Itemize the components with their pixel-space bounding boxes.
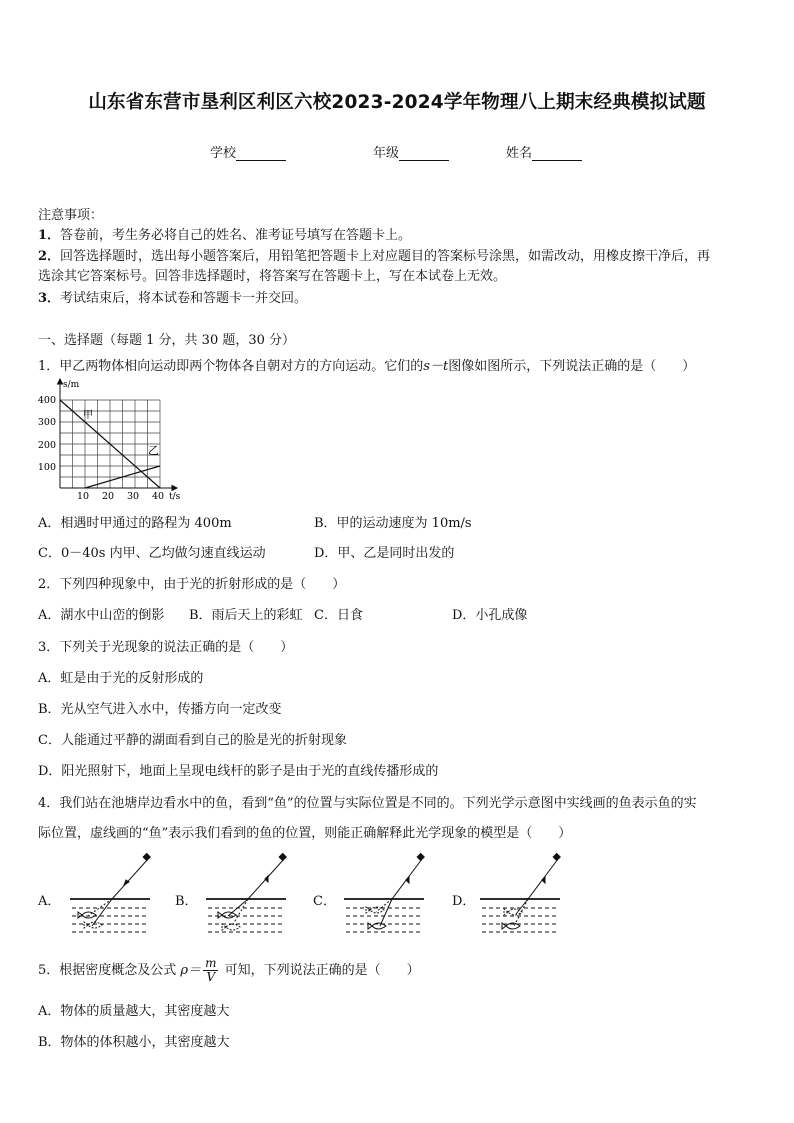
q4-stem-line1: 4．我们站在池塘岸边看水中的鱼，看到“鱼”的位置与实际位置是不同的。下列光学示意图中实线画的鱼表示鱼的实 xyxy=(38,796,697,811)
notice-item-3-text: 考试结束后，将本试卷和答题卡一并交回。 xyxy=(60,291,308,306)
page-title: 山东省东营市垦利区利区六校2023-2024学年物理八上期末经典模拟试题 xyxy=(88,92,706,113)
y-tick-label-400: 400 xyxy=(37,395,56,406)
notice-item-1-text: 答卷前，考生务必将自己的姓名、准考证号填写在答题卡上。 xyxy=(60,228,412,243)
q4-option-a[interactable]: A． xyxy=(38,894,61,909)
fish-diagram-b[interactable] xyxy=(202,852,288,942)
q5-stem-b: 可知，下列说法正确的是（ ） xyxy=(224,963,420,978)
x-tick-label-40: 40 xyxy=(151,491,165,502)
x-axis-label: t/s xyxy=(169,492,181,502)
q3-option-c[interactable]: C．人能通过平静的湖面看到自己的脸是光的折射现象 xyxy=(38,733,347,748)
grade-field[interactable] xyxy=(373,142,449,161)
q2-option-c[interactable]: C．日食 xyxy=(314,608,363,623)
q4-option-b[interactable]: B． xyxy=(175,894,198,909)
density-fraction xyxy=(203,957,218,984)
q5-stem-a: 5．根据密度概念及公式 xyxy=(38,963,177,978)
notice-item-2-cont: 选涂其它答案标号。回答非选择题时，将答案写在答题卡上，写在本试卷上无效。 xyxy=(38,269,507,284)
fish-diagram-a[interactable] xyxy=(66,852,152,942)
grade-blank[interactable] xyxy=(399,147,449,161)
x-axis-arrow xyxy=(172,486,177,491)
notice-item-3 xyxy=(38,287,307,306)
q2-option-b[interactable]: B．雨后天上的彩虹 xyxy=(189,608,303,623)
school-label: 学校 xyxy=(210,146,237,161)
fish-diagram-c[interactable] xyxy=(340,852,426,942)
notice-item-1 xyxy=(38,224,411,243)
q4-option-d[interactable]: D． xyxy=(452,894,476,909)
q2-option-d[interactable]: D．小孔成像 xyxy=(452,608,528,623)
y-tick-label-300: 300 xyxy=(37,417,56,428)
school-field[interactable] xyxy=(210,142,286,161)
fraction-numerator: m xyxy=(205,956,217,970)
st-graph xyxy=(36,378,186,504)
q1-stem xyxy=(38,355,695,374)
section-heading: 一、选择题（每题 1 分，共 30 题，30 分） xyxy=(38,333,296,348)
q4-option-c[interactable]: C． xyxy=(313,894,336,909)
notice-item-1-num: 1． xyxy=(38,228,61,243)
q3-option-d[interactable]: D．阳光照射下，地面上呈现电线杆的影子是由于光的直线传播形成的 xyxy=(38,764,439,779)
q5-option-a[interactable]: A．物体的质量越大，其密度越大 xyxy=(38,1004,230,1019)
x-tick-label-20: 20 xyxy=(101,491,115,502)
q1-option-a[interactable]: A．相遇时甲通过的路程为 400m xyxy=(38,516,232,531)
q1-option-d[interactable]: D．甲、乙是同时出发的 xyxy=(314,546,455,561)
q4-stem-line2: 际位置，虚线画的“鱼”表示我们看到的鱼的位置，则能正确解释此光学现象的模型是（ ） xyxy=(38,826,572,841)
q5-stem xyxy=(38,955,420,987)
y-axis-arrow xyxy=(58,379,63,384)
notice-item-3-num: 3． xyxy=(38,291,61,306)
x-tick-label-30: 30 xyxy=(126,491,140,502)
y-tick-label-100: 100 xyxy=(37,462,56,473)
q1-option-b[interactable]: B．甲的运动速度为 10m/s xyxy=(314,516,472,531)
q2-option-a[interactable]: A．湖水中山峦的倒影 xyxy=(38,608,165,623)
notice-item-2-text: 回答选择题时，选出每小题答案后，用铅笔把答题卡上对应题目的答案标号涂黑，如需改动，用橡皮擦干净后，再 xyxy=(60,249,711,264)
density-formula-rho: ρ＝ xyxy=(180,963,202,978)
fish-diagram-d[interactable] xyxy=(476,852,562,942)
q5-option-b[interactable]: B．物体的体积越小，其密度越大 xyxy=(38,1035,230,1050)
q2-stem: 2．下列四种现象中，由于光的折射形成的是（ ） xyxy=(38,577,346,592)
series-label-yi: 乙 xyxy=(148,444,159,457)
graph-axes xyxy=(58,379,178,491)
q1-option-c[interactable]: C．0－40s 内甲、乙均做匀速直线运动 xyxy=(38,546,266,561)
name-label: 姓名 xyxy=(506,146,533,161)
notice-item-2 xyxy=(38,245,710,264)
q1-stem-var: s－t xyxy=(423,359,449,374)
school-blank[interactable] xyxy=(236,147,286,161)
q3-stem: 3．下列关于光现象的说法正确的是（ ） xyxy=(38,640,294,655)
q1-stem-a: 1．甲乙两物体相向运动即两个物体各自朝对方的方向运动。它们的 xyxy=(38,359,424,374)
notice-heading: 注意事项： xyxy=(38,208,104,223)
y-tick-label-200: 200 xyxy=(37,440,56,451)
name-blank[interactable] xyxy=(532,147,582,161)
x-tick-label-10: 10 xyxy=(76,491,90,502)
series-label-jia: 甲 xyxy=(83,410,93,421)
notice-item-2-num: 2． xyxy=(38,249,61,264)
grade-label: 年级 xyxy=(373,146,400,161)
q3-option-b[interactable]: B．光从空气进入水中，传播方向一定改变 xyxy=(38,702,282,717)
fraction-denominator: V xyxy=(206,970,216,984)
q3-option-a[interactable]: A．虹是由于光的反射形成的 xyxy=(38,671,204,686)
name-field[interactable] xyxy=(506,142,582,161)
q1-stem-b: 图像如图所示，下列说法正确的是（ ） xyxy=(448,359,696,374)
y-axis-label: s/m xyxy=(63,380,80,390)
